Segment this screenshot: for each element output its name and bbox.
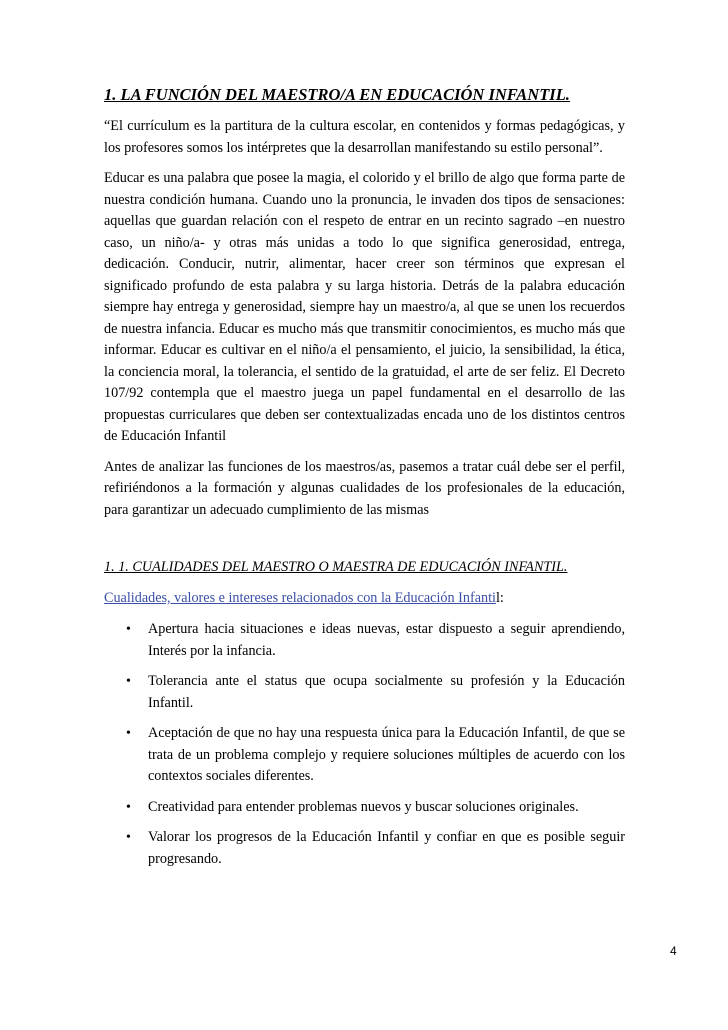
qualities-link[interactable]: Cualidades, valores e intereses relacionados con la Educación Infanti (104, 590, 496, 606)
list-item-text: Creatividad para entender problemas nuevos y buscar soluciones originales. (148, 798, 579, 815)
qualities-intro-tail: l: (495, 590, 504, 606)
qualities-list (104, 619, 625, 870)
list-item (104, 827, 625, 870)
page-number: 4 (670, 944, 677, 958)
bullet-icon: • (126, 726, 131, 741)
bullet-icon: • (126, 830, 131, 845)
spacer (104, 530, 625, 557)
section-heading: 1. LA FUNCIÓN DEL MAESTRO/A EN EDUCACIÓN INFANTIL. (104, 85, 570, 104)
subsection-heading: 1. 1. CUALIDADES DEL MAESTRO O MAESTRA DE EDUCACIÓN INFANTIL. (104, 559, 568, 575)
list-item-text: Tolerancia ante el status que ocupa socialmente su profesión y la Educación Infantil. (148, 673, 625, 711)
qualities-intro (104, 588, 625, 609)
list-item (104, 797, 625, 819)
bullet-icon: • (126, 622, 131, 637)
list-item (104, 723, 625, 788)
list-item (104, 671, 625, 714)
page-content (104, 84, 625, 879)
body-paragraph-1: Educar es una palabra que posee la magia, el colorido y el brillo de algo que forma parte de nuestra condición humana. Cuando uno la pronuncia, le invaden dos tipos de sensaciones: aquellas que guardan relación con el respeto de entrar en un recinto sagrado –en nuestro caso, un niño/a- y otras más unidas a todo lo que significa generosidad, entrega, dedicación. Conducir, nutrir, alimentar, hacer creer son términos que expresan el significado profundo de esta palabra y su larga historia. Detrás de la palabra educación siempre hay entrega y generosidad, siempre hay un maestro/a, al que se unen los recuerdos de nuestra infancia. Educar es mucho más que transmitir conocimientos, es mucho más que informar. Educar es cultivar en el niño/a el pensamiento, el juicio, la sensibilidad, la ética, la conciencia moral, la tolerancia, el sentido de la gratuidad, el arte de ser feliz. El Decreto 107/92 contempla que el maestro juega un papel fundamental en el desarrollo de las propuestas curriculares que deben ser contextualizadas encada uno de los distintos centros de Educación Infantil (104, 170, 625, 444)
bullet-icon: • (126, 674, 131, 689)
list-item-text: Aceptación de que no hay una respuesta única para la Educación Infantil, de que se trata de un problema complejo y requiere soluciones múltiples de acuerdo con los contextos sociales diferentes. (148, 725, 625, 784)
list-item-text: Apertura hacia situaciones e ideas nuevas, estar dispuesto a seguir aprendiendo, Interés por la infancia. (148, 621, 625, 659)
bullet-icon: • (126, 799, 131, 815)
list-item-text: Valorar los progresos de la Educación Infantil y confiar en que es posible seguir progresando. (148, 829, 625, 867)
list-item (104, 619, 625, 662)
body-paragraph-2: Antes de analizar las funciones de los maestros/as, pasemos a tratar cuál debe ser el perfil, refiriéndonos a la formación y algunas cualidades de los profesionales de la educación, para garantizar un adecuado cumplimiento de las mismas (104, 458, 625, 518)
quote-paragraph: “El currículum es la partitura de la cultura escolar, en contenidos y formas pedagógicas, y los profesores somos los intérpretes que la desarrollan manifestando su estilo personal”. (104, 118, 625, 156)
